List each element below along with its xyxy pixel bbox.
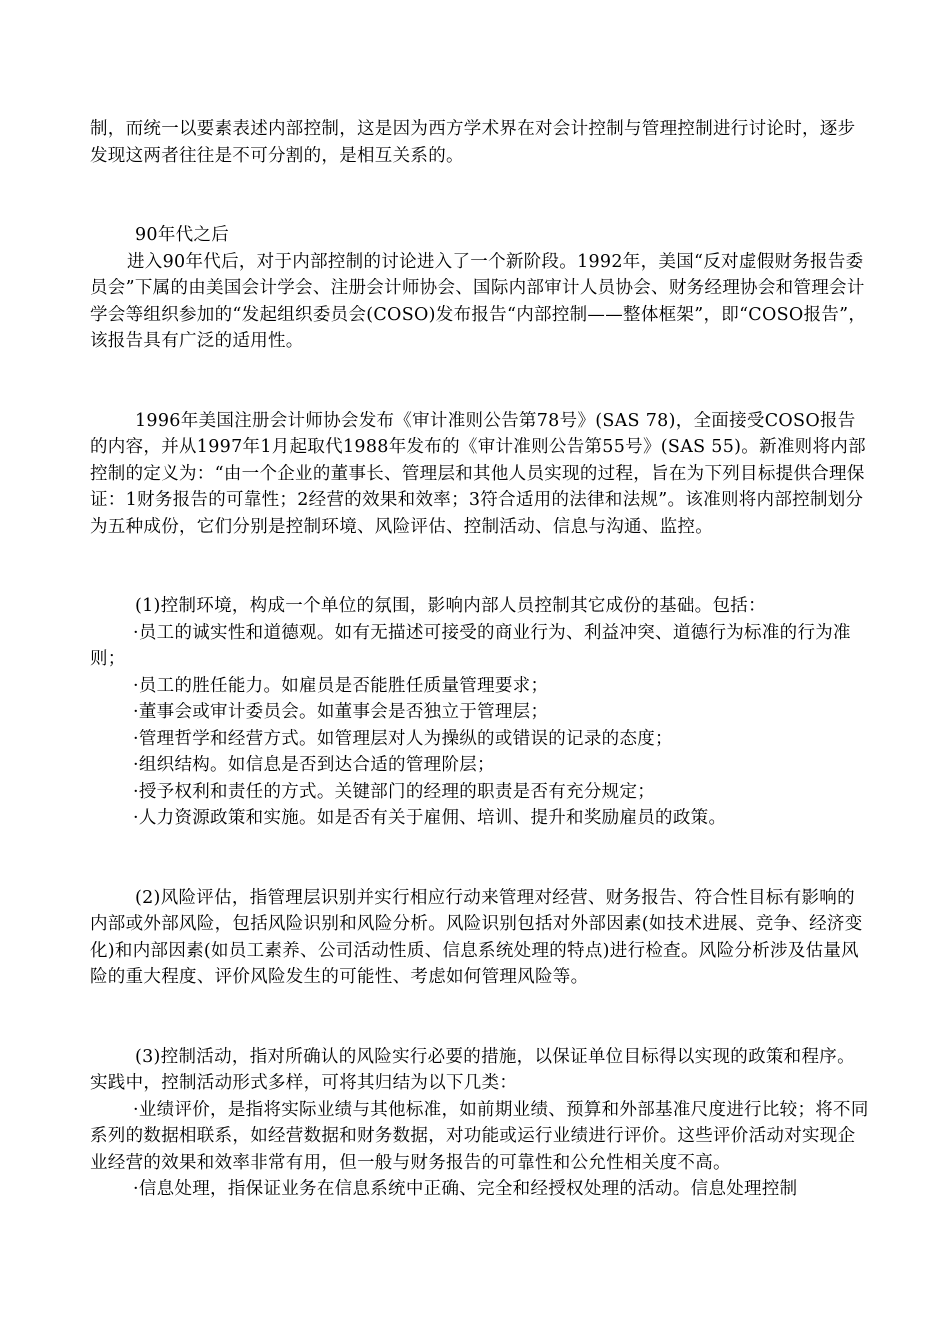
control-activities-item: ·业绩评价，是指将实际业绩与其他标准，如前期业绩、预算和外部基准尺度进行比较；将不同系列的数据相联系，如经营数据和财务数据，对功能或运行业绩进行评价。这些评价活动对实现企业经营的效果和效率非常有用，但一般与财务报告的可靠性和公允性相关度不高。 xyxy=(90,1099,869,1173)
control-environment-lead: (1)控制环境，构成一个单位的氛围，影响内部人员控制其它成份的基础。包括： xyxy=(135,596,766,616)
control-environment-item: ·授予权利和责任的方式。关键部门的经理的职责是否有充分规定； xyxy=(133,781,656,802)
sas78-paragraph: 1996年美国注册会计师协会发布《审计准则公告第78号》(SAS 78)，全面接受COSO报告的内容，并从1997年1月起取代1988年发布的《审计准则公告第55号》(SAS 55)。新准则将内部控制的定义为：“由一个企业的董事长、管理层和其他人员实现的过程，旨在为下列目标提供合理保证：1财务报告的可靠性；2经营的效果和效率；3符合适用的法律和法规”。该准则将内部控制划分为五种成份，它们分别是控制环境、风险评估、控制活动、信息与沟通、监控。 xyxy=(90,410,866,537)
control-environment-item: ·员工的诚实性和道德观。如有无描述可接受的商业行为、利益冲突、道德行为标准的行为准则； xyxy=(90,622,851,669)
section-90s-paragraph: 进入90年代后，对于内部控制的讨论进入了一个新阶段。1992年，美国“反对虚假财务报告委员会”下属的由美国会计学会、注册会计师协会、国际内部审计人员协会、财务经理协会和管理会计学会等组织参加的“发起组织委员会(COSO)发布报告“内部控制——整体框架”，即“COSO报告”，该报告具有广泛的适用性。 xyxy=(90,251,867,351)
control-environment-item: ·董事会或审计委员会。如董事会是否独立于管理层； xyxy=(133,702,549,722)
document-page xyxy=(90,116,870,1203)
risk-assessment-paragraph: (2)风险评估，指管理层识别并实行相应行动来管理对经营、财务报告、符合性目标有影响的内部或外部风险，包括风险识别和风险分析。风险识别包括对外部因素(如技术进展、竞争、经济变化)和内部因素(如员工素养、公司活动性质、信息系统处理的特点)进行检查。风险分析涉及估量风险的重大程度、评价风险发生的可能性、考虑如何管理风险等。 xyxy=(90,887,863,987)
control-environment-item: ·人力资源政策和实施。如是否有关于雇佣、培训、提升和奖励雇员的政策。 xyxy=(133,808,727,828)
control-activities-lead: (3)控制活动，指对所确认的风险实行必要的措施，以保证单位目标得以实现的政策和程序。实践中，控制活动形式多样，可将其归结为以下几类： xyxy=(90,1046,855,1093)
spacer xyxy=(90,355,870,408)
spacer xyxy=(90,991,870,1044)
spacer xyxy=(90,832,870,885)
spacer xyxy=(90,540,870,593)
control-environment-item: ·管理哲学和经营方式。如管理层对人为操纵的或错误的记录的态度； xyxy=(133,728,673,749)
spacer xyxy=(90,169,870,222)
section-heading-90s: 90年代之后 xyxy=(135,225,230,245)
control-environment-item: ·员工的胜任能力。如雇员是否能胜任质量管理要求； xyxy=(133,675,549,696)
control-activities-item: ·信息处理，指保证业务在信息系统中正确、完全和经授权处理的活动。信息处理控制 xyxy=(133,1179,798,1199)
control-environment-item: ·组织结构。如信息是否到达合适的管理阶层； xyxy=(133,755,495,775)
intro-paragraph: 制，而统一以要素表述内部控制，这是因为西方学术界在对会计控制与管理控制进行讨论时，逐步发现这两者往往是不可分割的，是相互关系的。 xyxy=(90,119,856,166)
